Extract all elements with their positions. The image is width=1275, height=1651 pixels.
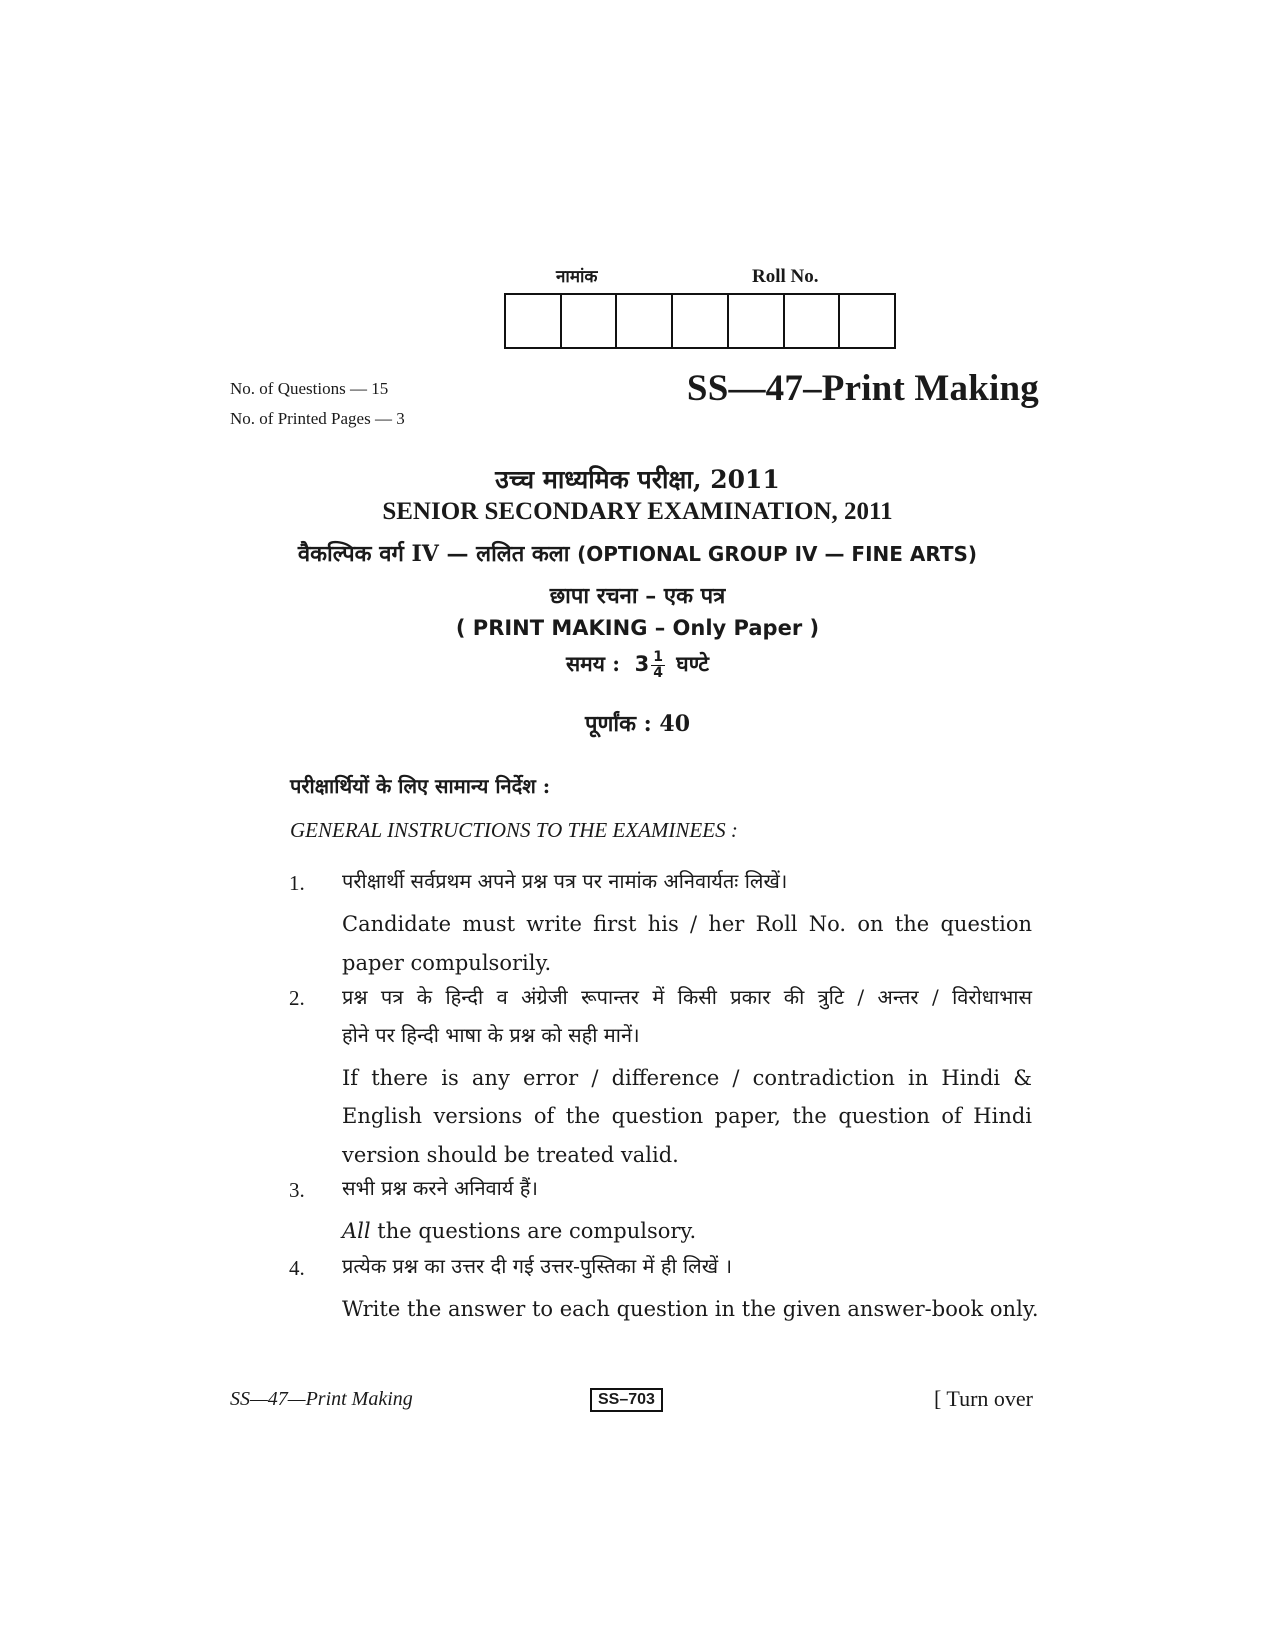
footer-code-box: SS–703 <box>590 1388 663 1412</box>
exam-title-english: SENIOR SECONDARY EXAMINATION, 2011 <box>382 498 893 525</box>
item-4-hindi: प्रत्येक प्रश्न का उत्तर दी गई उत्तर-पुस्तिका में ही लिखें । <box>342 1254 733 1278</box>
item-number: 1. <box>289 871 305 895</box>
item-4-english: Write the answer to each question in the given answer-book only. <box>342 1297 1039 1321</box>
footer-paper-name: SS—47—Print Making <box>230 1388 413 1410</box>
subject-hindi: छापा रचना – एक पत्र <box>549 583 726 609</box>
roll-label-hindi: नामांक <box>556 267 598 287</box>
subject-english: ( PRINT MAKING – Only Paper ) <box>455 616 820 640</box>
roll-cell[interactable] <box>562 295 618 347</box>
turn-over-note: [ Turn over <box>933 1386 1033 1411</box>
time-fraction <box>651 650 665 681</box>
item-number: 3. <box>289 1178 305 1202</box>
time-label: समय : <box>565 651 620 676</box>
item-2-english-line: If there is any error / difference / contradiction in Hindi & <box>342 1066 1032 1090</box>
item-1-english-line: paper compulsorily. <box>342 951 552 975</box>
item-3-english-rest: the questions are compulsory. <box>370 1219 697 1243</box>
time-allowed <box>0 650 1275 681</box>
optional-group-line <box>0 538 1275 568</box>
roll-cell[interactable] <box>617 295 673 347</box>
instructions-heading-english: GENERAL INSTRUCTIONS TO THE EXAMINEES : <box>290 818 738 842</box>
time-whole: 3 <box>634 652 650 676</box>
item-2-english-line: version should be treated valid. <box>342 1143 679 1167</box>
item-2-english-line: English versions of the question paper, the question of Hindi <box>342 1104 1032 1128</box>
roll-cell[interactable] <box>729 295 785 347</box>
time-unit: घण्टे <box>676 651 710 676</box>
item-2-hindi-line: होने पर हिन्दी भाषा के प्रश्न को सही मानें। <box>342 1023 640 1047</box>
item-3-hindi: सभी प्रश्न करने अनिवार्य हैं। <box>342 1176 539 1200</box>
number-of-pages: No. of Printed Pages — 3 <box>230 409 405 428</box>
roll-number-boxes <box>504 293 896 349</box>
item-1-english-line: Candidate must write first his / her Roll No. on the question <box>342 912 1032 936</box>
number-of-questions: No. of Questions — 15 <box>230 379 389 398</box>
fraction-denominator: 4 <box>653 665 663 681</box>
group-hindi: वैकल्पिक वर्ग IV — ललित कला <box>297 541 570 567</box>
item-number: 2. <box>289 986 305 1010</box>
maximum-marks: पूर्णांक : 40 <box>584 711 691 737</box>
roll-cell[interactable] <box>506 295 562 347</box>
instructions-heading-hindi: परीक्षार्थियों के लिए सामान्य निर्देश : <box>290 774 551 798</box>
roll-cell[interactable] <box>673 295 729 347</box>
roll-cell[interactable] <box>840 295 894 347</box>
paper-code: SS—47–Print Making <box>686 368 1039 409</box>
roll-label-english: Roll No. <box>752 266 819 287</box>
emphasis-all: All <box>342 1219 371 1243</box>
fraction-numerator: 1 <box>653 649 663 665</box>
group-english: (OPTIONAL GROUP IV — FINE ARTS) <box>577 542 978 566</box>
exam-title-hindi: उच्च माध्यमिक परीक्षा, 2011 <box>495 465 780 494</box>
item-3-english <box>342 1219 1032 1243</box>
item-1-hindi: परीक्षार्थी सर्वप्रथम अपने प्रश्न पत्र पर नामांक अनिवार्यतः लिखें। <box>342 869 788 893</box>
roll-cell[interactable] <box>785 295 841 347</box>
item-number: 4. <box>289 1256 305 1280</box>
item-2-hindi-line: प्रश्न पत्र के हिन्दी व अंग्रेजी रूपान्तर में किसी प्रकार की त्रुटि / अन्तर / विरोधाभास <box>342 985 1032 1009</box>
